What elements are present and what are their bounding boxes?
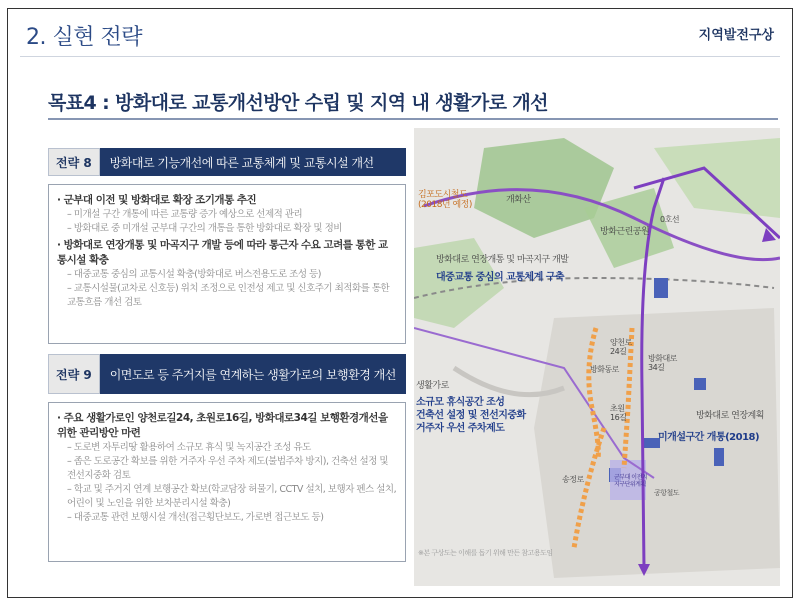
strategy8-item1-main: · 군부대 이전 및 방화대로 확장 조기개통 추진: [57, 194, 257, 206]
strategy9-item1-main: · 주요 생활가로인 양천로길24, 초원로16길, 방화대로34길 보행환경개선을 위한 관리방안 마련: [57, 412, 388, 439]
strategy8-box: [48, 184, 406, 344]
strategy8-item2-sub2: – 교통시설물(교차로 신호등) 위치 조정으로 인전성 제고 및 신호주기 최적화를 통한 교통흐름 개선 검토: [67, 283, 390, 308]
map-label-gaehwasan: 개화산: [506, 195, 531, 205]
strategy9-item1-sub1: – 도로변 자투리땅 활용하여 소규모 휴식 및 녹지공간 조성 유도: [67, 442, 311, 453]
map-source-note: ※본 구상도는 이해를 돕기 위해 만든 참고용도임: [418, 549, 553, 557]
strategy8-item2-main: · 방화대로 연장개통 및 마곡지구 개발 등에 따라 통근자 수요 고려를 통한 교통시설 확충: [57, 239, 388, 266]
strategy9-title: 이면도로 등 주거지를 연계하는 생활가로의 보행환경 개선: [100, 354, 406, 394]
map-label-rest: 소규모 휴식공간 조성 건축선 설정 및 전선지중화 거주자 우선 주차제도: [416, 397, 526, 434]
strategy8-header: [48, 148, 406, 176]
map-label-chowon: 초원 16길: [610, 404, 627, 422]
strategy9-header: [48, 354, 406, 394]
map-label-extplan: 방화대로 연장계획: [696, 411, 764, 421]
map-label-rail: 공항철도: [654, 489, 680, 497]
map-label-unopened: 미개설구간 개통(2018): [658, 432, 760, 443]
map-label-living: 생활가로: [416, 381, 449, 391]
top-divider: [20, 56, 780, 57]
map-label-gimpo: 김포도시철도 (2018년 예정): [418, 190, 472, 210]
map-label-banghwa34: 방화대로 34길: [648, 354, 677, 372]
strategy8-title: 방화대로 기능개선에 따른 교통체계 및 교통시설 개선: [100, 148, 406, 176]
strategy8-item1-sub2: – 방화대로 중 미개설 군부대 구간의 개통을 통한 방화대로 확장 및 정비: [67, 223, 342, 234]
map-label-ext: 방화대로 연장개통 및 마곡지구 개발: [436, 255, 569, 265]
map-label-military: 군부대 이전지 지구단위계획: [614, 474, 648, 488]
block-5: [714, 448, 724, 466]
section-title: 2. 실현 전략: [26, 25, 142, 50]
goal-underline: [48, 118, 778, 120]
map-label-songjeong: 송정로: [562, 475, 584, 484]
block-2: [694, 378, 706, 390]
strategy9-item1-sub4: – 대중교통 관련 보행시설 개선(접근횡단보도, 가로변 접근보도 등): [67, 512, 324, 523]
map-label-park: 방화근린공원: [600, 227, 650, 237]
map-label-transit: 대중교통 중심의 교통체계 구축: [436, 272, 565, 283]
strategy8-item1-sub1: – 미개설 구간 개통에 따른 교통량 증가 예상으로 선제적 관리: [67, 209, 303, 220]
strategy9-tag: 전략 9: [48, 354, 100, 394]
map-label-gimpo-bar: 0호선: [660, 215, 680, 224]
arrow-right: [762, 228, 776, 242]
strategy8-tag: 전략 8: [48, 148, 100, 176]
strategy9-item1-sub3: – 학교 및 주거지 연계 보행공간 확보(학교담장 허물기, CCTV 설치, 보행자 펜스 설치, 어린이 및 노인을 위한 보차분리시설 확충): [67, 484, 397, 509]
goal-heading: 목표4 : 방화대로 교통개선방안 수립 및 지역 내 생활가로 개선: [48, 92, 548, 114]
strategy9-item1-sub2: – 좁은 도로공간 확보를 위한 거주자 우선 주차 제도(불법주차 방지), 건축선 설정 및 전선지중화 검토: [67, 456, 389, 481]
map-label-yangcheon: 양천로 24길: [610, 338, 632, 356]
block-1: [654, 278, 668, 298]
strategy8-item2-sub1: – 대중교통 중심의 교통시설 확충(방화대로 버스전용도로 조성 등): [67, 269, 321, 280]
brand-label: 지역발전구상: [698, 28, 774, 43]
map-label-banghwadong: 방화동로: [590, 365, 619, 374]
district-map: [414, 128, 780, 586]
strategy9-box: [48, 402, 406, 562]
